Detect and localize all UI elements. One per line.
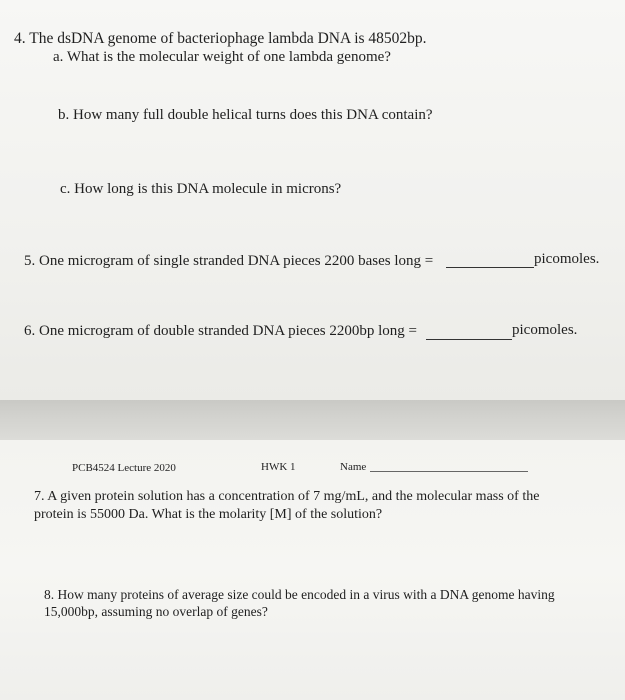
question-6: 6. One microgram of double stranded DNA pieces 2200bp long =	[24, 323, 417, 339]
question-5: 5. One microgram of single stranded DNA pieces 2200 bases long =	[24, 253, 434, 269]
course-label: PCB4524 Lecture 2020	[72, 462, 176, 474]
question-8-line-1: 8. How many proteins of average size could be encoded in a virus with a DNA genome having	[44, 587, 555, 602]
homework-label: HWK 1	[261, 461, 296, 473]
question-4-stem: 4. The dsDNA genome of bacteriophage lambda DNA is 48502bp.	[14, 30, 427, 47]
question-7-line-1: 7. A given protein solution has a concentration of 7 mg/mL, and the molecular mass of the	[34, 489, 540, 504]
question-7-line-2: protein is 55000 Da. What is the molarity [M] of the solution?	[34, 507, 383, 522]
question-4b: b. How many full double helical turns does this DNA contain?	[58, 107, 433, 123]
page-separator	[0, 400, 625, 440]
question-5-unit: picomoles.	[534, 251, 600, 267]
question-6-unit: picomoles.	[512, 322, 578, 338]
name-line	[370, 471, 528, 472]
name-label: Name	[340, 461, 367, 473]
worksheet-page-2	[0, 440, 625, 700]
question-5-answer-line	[446, 267, 534, 268]
question-4c: c. How long is this DNA molecule in microns?	[60, 181, 342, 197]
question-4a: a. What is the molecular weight of one lambda genome?	[53, 49, 391, 65]
question-6-answer-line	[426, 339, 512, 340]
question-8-line-2: 15,000bp, assuming no overlap of genes?	[44, 604, 268, 619]
